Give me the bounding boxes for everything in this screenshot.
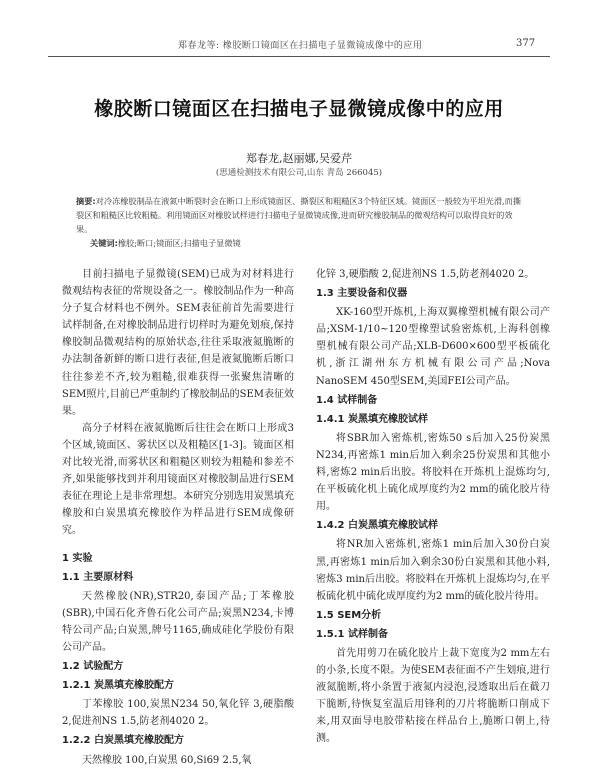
page-number: 377 <box>516 38 536 49</box>
section-1-3-text: XK-160型开炼机,上海双翼橡塑机械有限公司产品;XSM-1/10~120型橡塑试验密炼机,上海科创橡塑机械有限公司产品;XLB-D600×600型平板硫化机,浙江湖州东方机械有限公司产品;Nova NanoSEM 450型SEM,美国FEI公司产品。 <box>316 307 550 387</box>
section-1-2-1-heading: 1.2.1 炭黑填充橡胶配方 <box>62 680 174 692</box>
formula-continuation: 化锌 3,硬脂酸 2,促进剂NS 1.5,防老剂4020 2。 <box>316 269 535 280</box>
keywords-text: 橡胶;断口;镜面区;扫描电子显微镜 <box>117 238 241 248</box>
running-head: 郑春龙等: 橡胶断口镜面区在扫描电子显微镜成像中的应用 <box>178 41 423 51</box>
section-1-2-2-text: 天然橡胶 100,白炭黑 60,Si69 2.5,氧 <box>82 754 252 766</box>
abstract <box>76 194 522 236</box>
section-1-4-1-text: 将SBR加入密炼机,密炼50 s后加入25份炭黑N234,再密炼1 min后加入剩余25份炭黑和其他小料,密炼2 min后出胶。将胶料在开炼机上混炼均匀,在平板硫化机上硫化成厚度约为2 mm的硫化胶片待用。 <box>316 432 550 513</box>
authors: 郑春龙,赵丽娜,吴爱芹 <box>246 152 352 165</box>
section-1-5-heading: 1.5 SEM分析 <box>316 609 382 621</box>
section-1-4-1-heading: 1.4.1 炭黑填充橡胶试样 <box>316 413 428 425</box>
keywords <box>90 238 520 249</box>
affiliation: (思通检测技术有限公司,山东 青岛 266045) <box>215 168 383 178</box>
right-column <box>316 266 550 748</box>
abstract-label: 摘要: <box>76 196 96 206</box>
intro-paragraph-2: 高分子材料在液氮脆断后往往会在断口上形成3个区域,镜面区、雾状区以及粗糙区[1-3]。镜面区相对比较光滑,而雾状区和粗糙区则较为粗糙和参差不齐,如果能够找到并利用镜面区对橡胶制品进行SEM表征在理论上是非常理想。本研究分别选用炭黑填充橡胶和白炭黑填充橡胶作为样品进行SEM成像研究。 <box>62 422 294 537</box>
section-1-2-2-heading: 1.2.2 白炭黑填充橡胶配方 <box>62 735 184 747</box>
section-1-5-1-heading: 1.5.1 试样制备 <box>316 628 388 640</box>
section-1-4-2-text: 将NR加入密炼机,密炼1 min后加入30份白炭黑,再密炼1 min后加入剩余30份白炭黑和其他小料,密炼3 min后出胶。将胶料在开炼机上混炼均匀,在平板硫化机中硫化成厚度约为2 mm的硫化胶片待用。 <box>316 539 550 602</box>
abstract-text: 对冷冻橡胶制品在液氮中断裂时会在断口上形成镜面区、撕裂区和粗糙区3个特征区域。镜面区一般较为平坦光滑,而撕裂区和粗糙区比较粗糙。利用镜面区对橡胶试样进行扫描电子显微镜成像,进而研究橡胶制品的微观结构可以取得良好的效果。 <box>76 196 522 234</box>
section-1-4-2-heading: 1.4.2 白炭黑填充橡胶试样 <box>316 520 438 532</box>
section-1-5-1-text: 首先用剪刀在硫化胶片上裁下宽度为2 mm左右的小条,长度不限。为使SEM表征面不产生划痕,进行液氮脆断,将小条置于液氮内浸泡,浸透取出后在截刀下脆断,待恢复室温后用锋利的刀片将脆断口削成下来,用双面导电胶带粘接在样品台上,脆断口朝上,待测。 <box>316 647 550 745</box>
section-1-2-1-text: 丁苯橡胶 100,炭黑N234 50,氧化锌 3,硬脂酸 2,促进剂NS 1.5,防老剂4020 2。 <box>62 699 294 728</box>
article-title: 橡胶断口镜面区在扫描电子显微镜成像中的应用 <box>94 98 504 120</box>
section-1-1-text: 天然橡胶(NR),STR20,泰国产品;丁苯橡胶(SBR),中国石化齐鲁石化公司产品;炭黑N234,卡博特公司产品;白炭黑,牌号1165,确成硅化学股份有限公司产品。 <box>62 590 294 653</box>
section-1-4-heading: 1.4 试样制备 <box>316 394 378 406</box>
section-1-2-heading: 1.2 试验配方 <box>62 661 124 673</box>
intro-paragraph-1: 目前扫描电子显微镜(SEM)已成为对材料进行微观结构表征的常规设备之一。橡胶制品作为一种高分子复合材料也不例外。SEM表征前首先需要进行试样制备,在对橡胶制品进行切样时为避免划痕,保持橡胶制品微观结构的原始状态,往往采取液氮脆断的办法制备新鲜的断口进行表征,但是液氮脆断后断口往往参差不齐,较为粗糙,很难获得一张聚焦清晰的SEM照片,目前已严重制约了橡胶制品的SEM表征效果。 <box>62 269 294 417</box>
left-column <box>62 266 294 769</box>
header-rule <box>48 56 550 57</box>
section-1-heading: 1 实验 <box>62 552 93 564</box>
keywords-label: 关键词: <box>90 238 118 248</box>
section-1-1-heading: 1.1 主要原材料 <box>62 571 134 583</box>
section-1-3-heading: 1.3 主要设备和仪器 <box>316 288 408 300</box>
